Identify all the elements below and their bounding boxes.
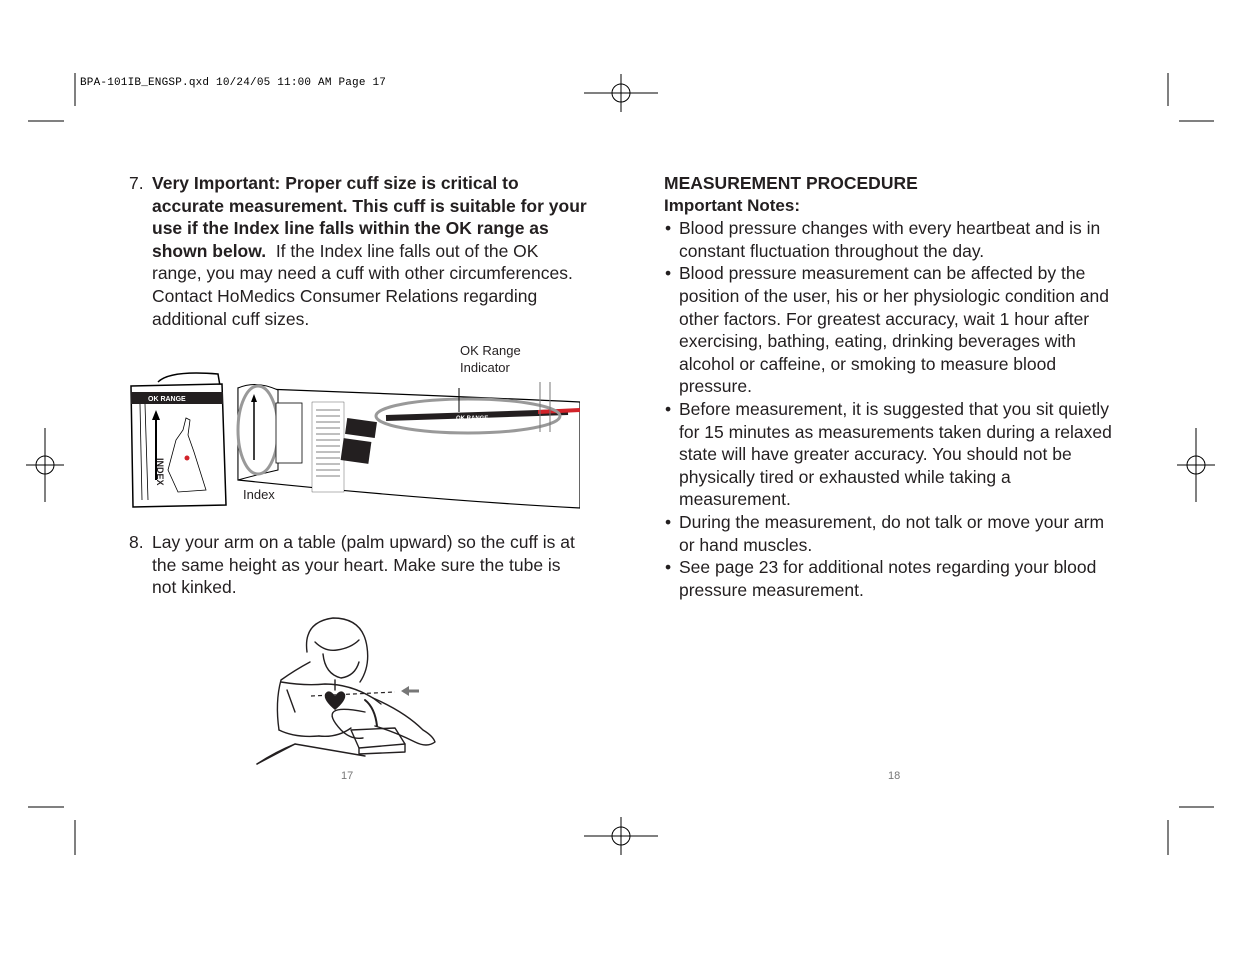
arm-position-illustration: [255, 612, 445, 767]
section-heading: MEASUREMENT PROCEDURE: [664, 173, 918, 193]
list-item: • During the measurement, do not talk or move your arm or hand muscles.: [665, 511, 1105, 555]
page-number-right: 18: [888, 770, 901, 782]
list-item: • Blood pressure changes with every heartbeat and is in constant fluctuation throughout the day.: [665, 218, 1101, 261]
list-item: • See page 23 for additional notes regarding your blood pressure measurement.: [665, 557, 1097, 600]
step-8-text: Lay your arm on a table (palm upward) so the cuff is at the same height as your heart. Make sure the tube is not kinked.: [152, 532, 575, 598]
cuff-ok-range-text: OK RANGE: [148, 396, 186, 403]
ok-range-indicator-label: OK Range Indicator: [460, 343, 521, 375]
step-7-bold-text: Very Important: Proper cuff size is critical to accurate measurement. This cuff is suitable for your use if the Index line falls within the OK range as shown below.: [152, 173, 587, 261]
cuff-index-text: INDEX: [155, 458, 165, 486]
measurement-procedure-section: [664, 172, 1124, 601]
artery-marker: [185, 456, 190, 461]
file-slug-line: BPA-101IB_ENGSP.qxd 10/24/05 11:00 AM Page 17: [80, 77, 387, 89]
step-7-text: If the Index line falls out of the OK range, you may need a cuff with other circumferences. Contact HoMedics Consumer Relations regarding additional cuff sizes.: [152, 240, 573, 329]
arrow-left-icon: [401, 686, 409, 696]
step-7: [129, 172, 589, 330]
page-number-left: 17: [341, 770, 354, 782]
strip-ok-range-text: OK RANGE: [456, 416, 489, 422]
index-label: Index: [243, 487, 275, 502]
step-8-number: 8.: [129, 532, 144, 552]
step-8: [129, 531, 589, 599]
step-7-number: 7.: [129, 173, 144, 193]
list-item: • Before measurement, it is suggested that you sit quietly for 15 minutes as measurements taken during a relaxed state will have greater accuracy. You should not be physically tired or exhausted while taking a measurement.: [665, 398, 1112, 510]
important-notes-list: [664, 217, 1124, 601]
list-item: • Blood pressure measurement can be affected by the position of the user, his or her physiologic condition and other factors. For greatest accuracy, wait 1 hour after exercising, bathing, eating, drinking beverages with alcohol or caffeine, or smoking to measure blood pressure.: [665, 263, 1109, 397]
section-subheading: Important Notes:: [664, 195, 800, 215]
